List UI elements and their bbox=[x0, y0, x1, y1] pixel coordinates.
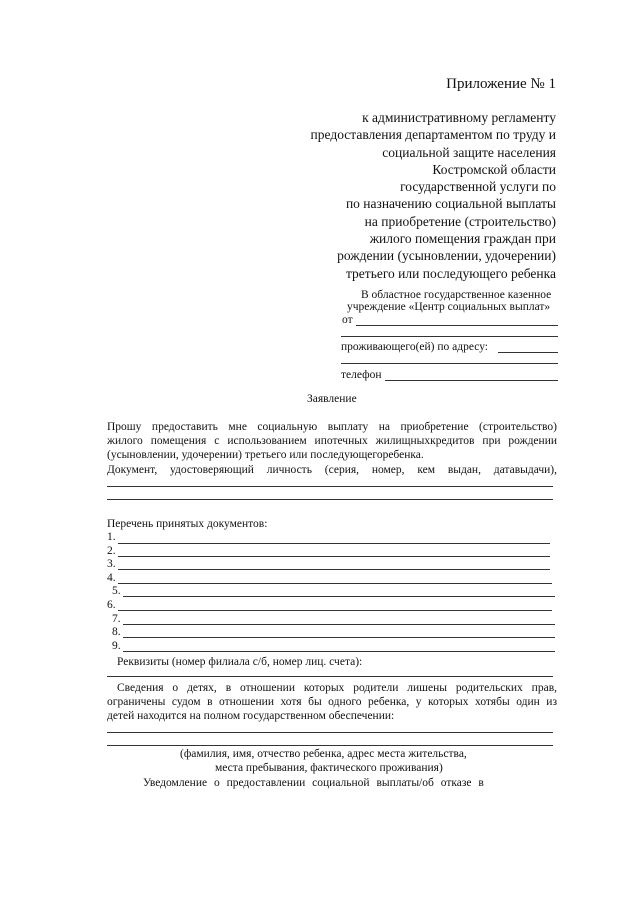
document-field[interactable] bbox=[123, 596, 555, 597]
children-info-line-3: детей находится на полном государственном обеспечении: bbox=[107, 710, 395, 722]
phone-label: телефон bbox=[341, 369, 382, 381]
regulation-line: по назначению социальной выплаты bbox=[345, 196, 556, 212]
regulation-line: жилого помещения граждан при bbox=[369, 231, 556, 247]
addressee-line-1: В областное государственное казенное bbox=[361, 289, 552, 301]
children-field[interactable] bbox=[107, 732, 553, 733]
doc-number: 4. bbox=[107, 572, 116, 584]
from-label: от bbox=[342, 314, 353, 326]
appendix-title: Приложение № 1 bbox=[446, 76, 556, 92]
regulation-line: социальной защите населения bbox=[382, 144, 556, 160]
document-field[interactable] bbox=[118, 556, 550, 557]
regulation-line: рождении (усыновлении, удочерении) bbox=[337, 248, 556, 264]
address-field[interactable] bbox=[498, 352, 558, 353]
regulation-line: предоставления департаментом по труду и bbox=[310, 127, 556, 143]
from-field[interactable] bbox=[356, 325, 558, 326]
regulation-reference bbox=[311, 109, 556, 282]
id-document-field-line-2[interactable] bbox=[107, 499, 553, 500]
residing-label: проживающего(ей) по адресу: bbox=[341, 341, 488, 353]
document-field[interactable] bbox=[123, 624, 555, 625]
id-document-label: Документ, удостоверяющий личность (серия, номер, кем выдан, датавыдачи), bbox=[107, 464, 557, 476]
document-field[interactable] bbox=[118, 569, 550, 570]
children-info-line-2: ограничены судом в отношении хотя бы одного ребенка, у которых хотябы один из bbox=[107, 696, 557, 708]
addressee-line-2: учреждение «Центр социальных выплат» bbox=[347, 301, 551, 313]
phone-field[interactable] bbox=[385, 380, 558, 381]
notification-text: Уведомление о предоставлении социальной выплаты/об отказе в bbox=[143, 777, 484, 789]
document-field[interactable] bbox=[118, 610, 552, 611]
form-title: Заявление bbox=[307, 393, 357, 405]
children-field-line-2[interactable] bbox=[107, 745, 553, 746]
id-document-field[interactable] bbox=[107, 486, 553, 487]
doc-number: 2. bbox=[107, 545, 116, 557]
requisites-label: Реквизиты (номер филиала с/б, номер лиц. счета): bbox=[117, 656, 363, 668]
document-field[interactable] bbox=[118, 583, 552, 584]
regulation-line: государственной услуги по bbox=[400, 179, 556, 195]
regulation-line: на приобретение (строительство) bbox=[364, 213, 556, 229]
request-line-1: Прошу предоставить мне социальную выплату на приобретение (строительство) bbox=[107, 421, 557, 433]
doc-number: 6. bbox=[107, 599, 116, 611]
requisites-field[interactable] bbox=[107, 676, 553, 677]
regulation-line: Костромской области bbox=[432, 161, 556, 177]
children-info-line-1: Сведения о детях, в отношении которых родители лишены родительских прав, bbox=[117, 682, 557, 694]
doc-number: 1. bbox=[107, 531, 116, 543]
doc-number: 9. bbox=[112, 640, 121, 652]
document-field[interactable] bbox=[123, 651, 555, 652]
regulation-line: к административному регламенту bbox=[362, 110, 556, 125]
regulation-line: третьего или последующего ребенка bbox=[345, 265, 556, 281]
children-caption-line-2: места пребывания, фактического проживания) bbox=[215, 762, 443, 774]
documents-heading: Перечень принятых документов: bbox=[107, 518, 268, 530]
address-field-line-2[interactable] bbox=[341, 363, 558, 364]
doc-number: 3. bbox=[107, 558, 116, 570]
doc-number: 7. bbox=[112, 613, 121, 625]
document-field[interactable] bbox=[118, 543, 550, 544]
children-caption-line-1: (фамилия, имя, отчество ребенка, адрес места жительства, bbox=[180, 748, 467, 760]
from-field-line-2[interactable] bbox=[341, 336, 558, 337]
request-line-3: (усыновлении, удочерении) третьего или последующегоребенка. bbox=[107, 449, 424, 461]
doc-number: 8. bbox=[112, 626, 121, 638]
document-field[interactable] bbox=[123, 637, 555, 638]
doc-number: 5. bbox=[112, 585, 121, 597]
request-line-2: жилого помещения с использованием ипотечных жилищныхкредитов при рождении bbox=[107, 435, 557, 447]
